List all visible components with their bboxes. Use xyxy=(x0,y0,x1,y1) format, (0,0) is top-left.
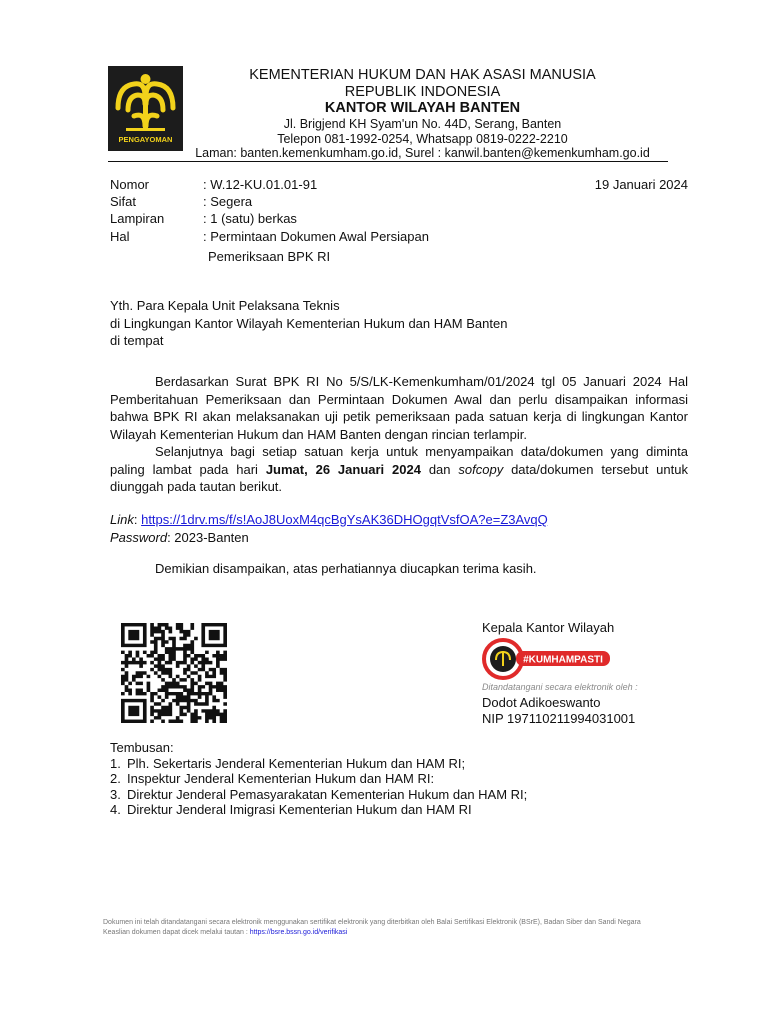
qr-code-icon xyxy=(121,623,227,723)
ministry-logo xyxy=(108,66,183,151)
pengayoman-emblem-icon xyxy=(108,66,183,151)
password-label: Password xyxy=(110,530,168,545)
e-signature-note: Ditandatangani secara elektronik oleh : xyxy=(482,682,638,692)
signatory-nip: NIP 197110211994031001 xyxy=(482,711,636,726)
tembusan-item-number: 4. xyxy=(110,802,121,817)
tembusan-item-text: Direktur Jenderal Imigrasi Kementerian Hukum dan HAM RI xyxy=(127,802,472,817)
verification-footer xyxy=(103,929,347,936)
p2-text-1: Selanjutnya bagi setiap satuan kerja untuk menyampaikan data/dokumen yang diminta paling lambat pada hari xyxy=(110,444,688,477)
svg-text:PENGAYOMAN: PENGAYOMAN xyxy=(118,135,173,144)
password-row xyxy=(110,530,249,545)
lampiran-label: Lampiran xyxy=(110,211,165,226)
addressee-line1: Yth. Para Kepala Unit Pelaksana Teknis xyxy=(110,298,340,313)
sifat-value: : Segera xyxy=(203,194,253,209)
svg-text:#KUMHAMPASTI: #KUMHAMPASTI xyxy=(523,654,603,666)
verification-qr-code[interactable] xyxy=(121,623,227,723)
ministry-name: KEMENTERIAN HUKUM DAN HAK ASASI MANUSIA xyxy=(249,67,596,83)
tembusan-item xyxy=(110,771,434,786)
sifat-label: Sifat xyxy=(110,194,137,209)
password-value: : 2023-Banten xyxy=(167,530,249,545)
hal-value-line1: : Permintaan Dokumen Awal Persiapan xyxy=(203,229,429,244)
letter-date: 19 Januari 2024 xyxy=(594,177,688,192)
tembusan-item xyxy=(110,787,527,802)
body-paragraph-2 xyxy=(110,443,688,496)
hal-label: Hal xyxy=(110,229,130,244)
bsre-footer-note: Dokumen ini telah ditandatangani secara elektronik menggunakan sertifikat elektronik yang diterbitkan oleh Balai Sertifikasi Elektronik (BSrE), Badan Siber dan Sandi Negara xyxy=(103,919,641,926)
letterhead-divider xyxy=(108,161,668,162)
onedrive-link[interactable]: https://1drv.ms/f/s!AoJ8UoxM4qcBgYsAK36DHOgqtVsfOA?e=Z3AvqQ xyxy=(141,512,548,527)
link-row: Link: https://1drv.ms/f/s!AoJ8UoxM4qcBgYsAK36DHOgqtVsfOA?e=Z3AvqQ xyxy=(110,512,548,527)
signatory-name: Dodot Adikoeswanto xyxy=(482,695,601,710)
tembusan-item-text: Plh. Sekertaris Jenderal Kementerian Hukum dan HAM RI; xyxy=(127,756,466,771)
p2-text-3: data/dokumen tersebut untuk diunggah pada tautan berikut. xyxy=(110,461,688,494)
office-phone: Telepon 081-1992-0254, Whatsapp 0819-0222-2210 xyxy=(277,132,568,146)
office-web: Laman: banten.kemenkumham.go.id, Surel : kanwil.banten@kemenkumham.go.id xyxy=(195,146,650,160)
link-label: Link xyxy=(110,512,134,527)
nomor-value: : W.12-KU.01.01-91 xyxy=(203,177,318,192)
office-name: KANTOR WILAYAH BANTEN xyxy=(324,100,521,116)
nomor-label: Nomor xyxy=(110,177,150,192)
deadline-date: Jumat, 26 Januari 2024 xyxy=(265,461,421,477)
hal-value-line2: Pemeriksaan BPK RI xyxy=(208,249,331,264)
p2-text-2: dan xyxy=(420,461,459,477)
addressee-line2: di Lingkungan Kantor Wilayah Kementerian Hukum dan HAM Banten xyxy=(110,316,508,331)
office-address: Jl. Brigjend KH Syam'un No. 44D, Serang, Banten xyxy=(283,117,562,131)
closing-sentence: Demikian disampaikan, atas perhatiannya diucapkan terima kasih. xyxy=(155,561,537,576)
verification-link[interactable]: https://bsre.bssn.go.id/verifikasi xyxy=(249,929,348,936)
kumham-pasti-logo-icon xyxy=(482,638,612,680)
tembusan-item-text: Inspektur Jenderal Kementerian Hukum dan HAM RI: xyxy=(127,771,435,786)
kumham-pasti-badge xyxy=(482,638,612,680)
lampiran-value: : 1 (satu) berkas xyxy=(203,211,297,226)
tembusan-item-number: 1. xyxy=(110,756,121,771)
tembusan-item xyxy=(110,802,472,817)
signatory-title: Kepala Kantor Wilayah xyxy=(482,620,615,635)
country-name: REPUBLIK INDONESIA xyxy=(344,84,501,100)
tembusan-item-text: Direktur Jenderal Pemasyarakatan Kementerian Hukum dan HAM RI; xyxy=(127,787,528,802)
tembusan-item xyxy=(110,756,465,771)
verification-text: Keaslian dokumen dapat dicek melalui tautan : xyxy=(103,929,250,936)
addressee-line3: di tempat xyxy=(110,333,164,348)
body-paragraph-1: Berdasarkan Surat BPK RI No 5/S/LK-Kemenkumham/01/2024 tgl 05 Januari 2024 Hal Pemberitahuan Pemeriksaan dan Permintaan Dokumen Awal dan perlu disampaikan informasi bahwa BPK RI akan melaksanakan uji petik pemeriksaan pada satuan kerja di lingkungan Kantor Wilayah Kementerian Hukum dan HAM Banten dengan rincian terlampir. xyxy=(110,374,688,442)
tembusan-item-number: 2. xyxy=(110,771,121,786)
tembusan-item-number: 3. xyxy=(110,787,121,802)
tembusan-header: Tembusan: xyxy=(110,740,174,755)
softcopy-word: sofcopy xyxy=(458,461,504,477)
